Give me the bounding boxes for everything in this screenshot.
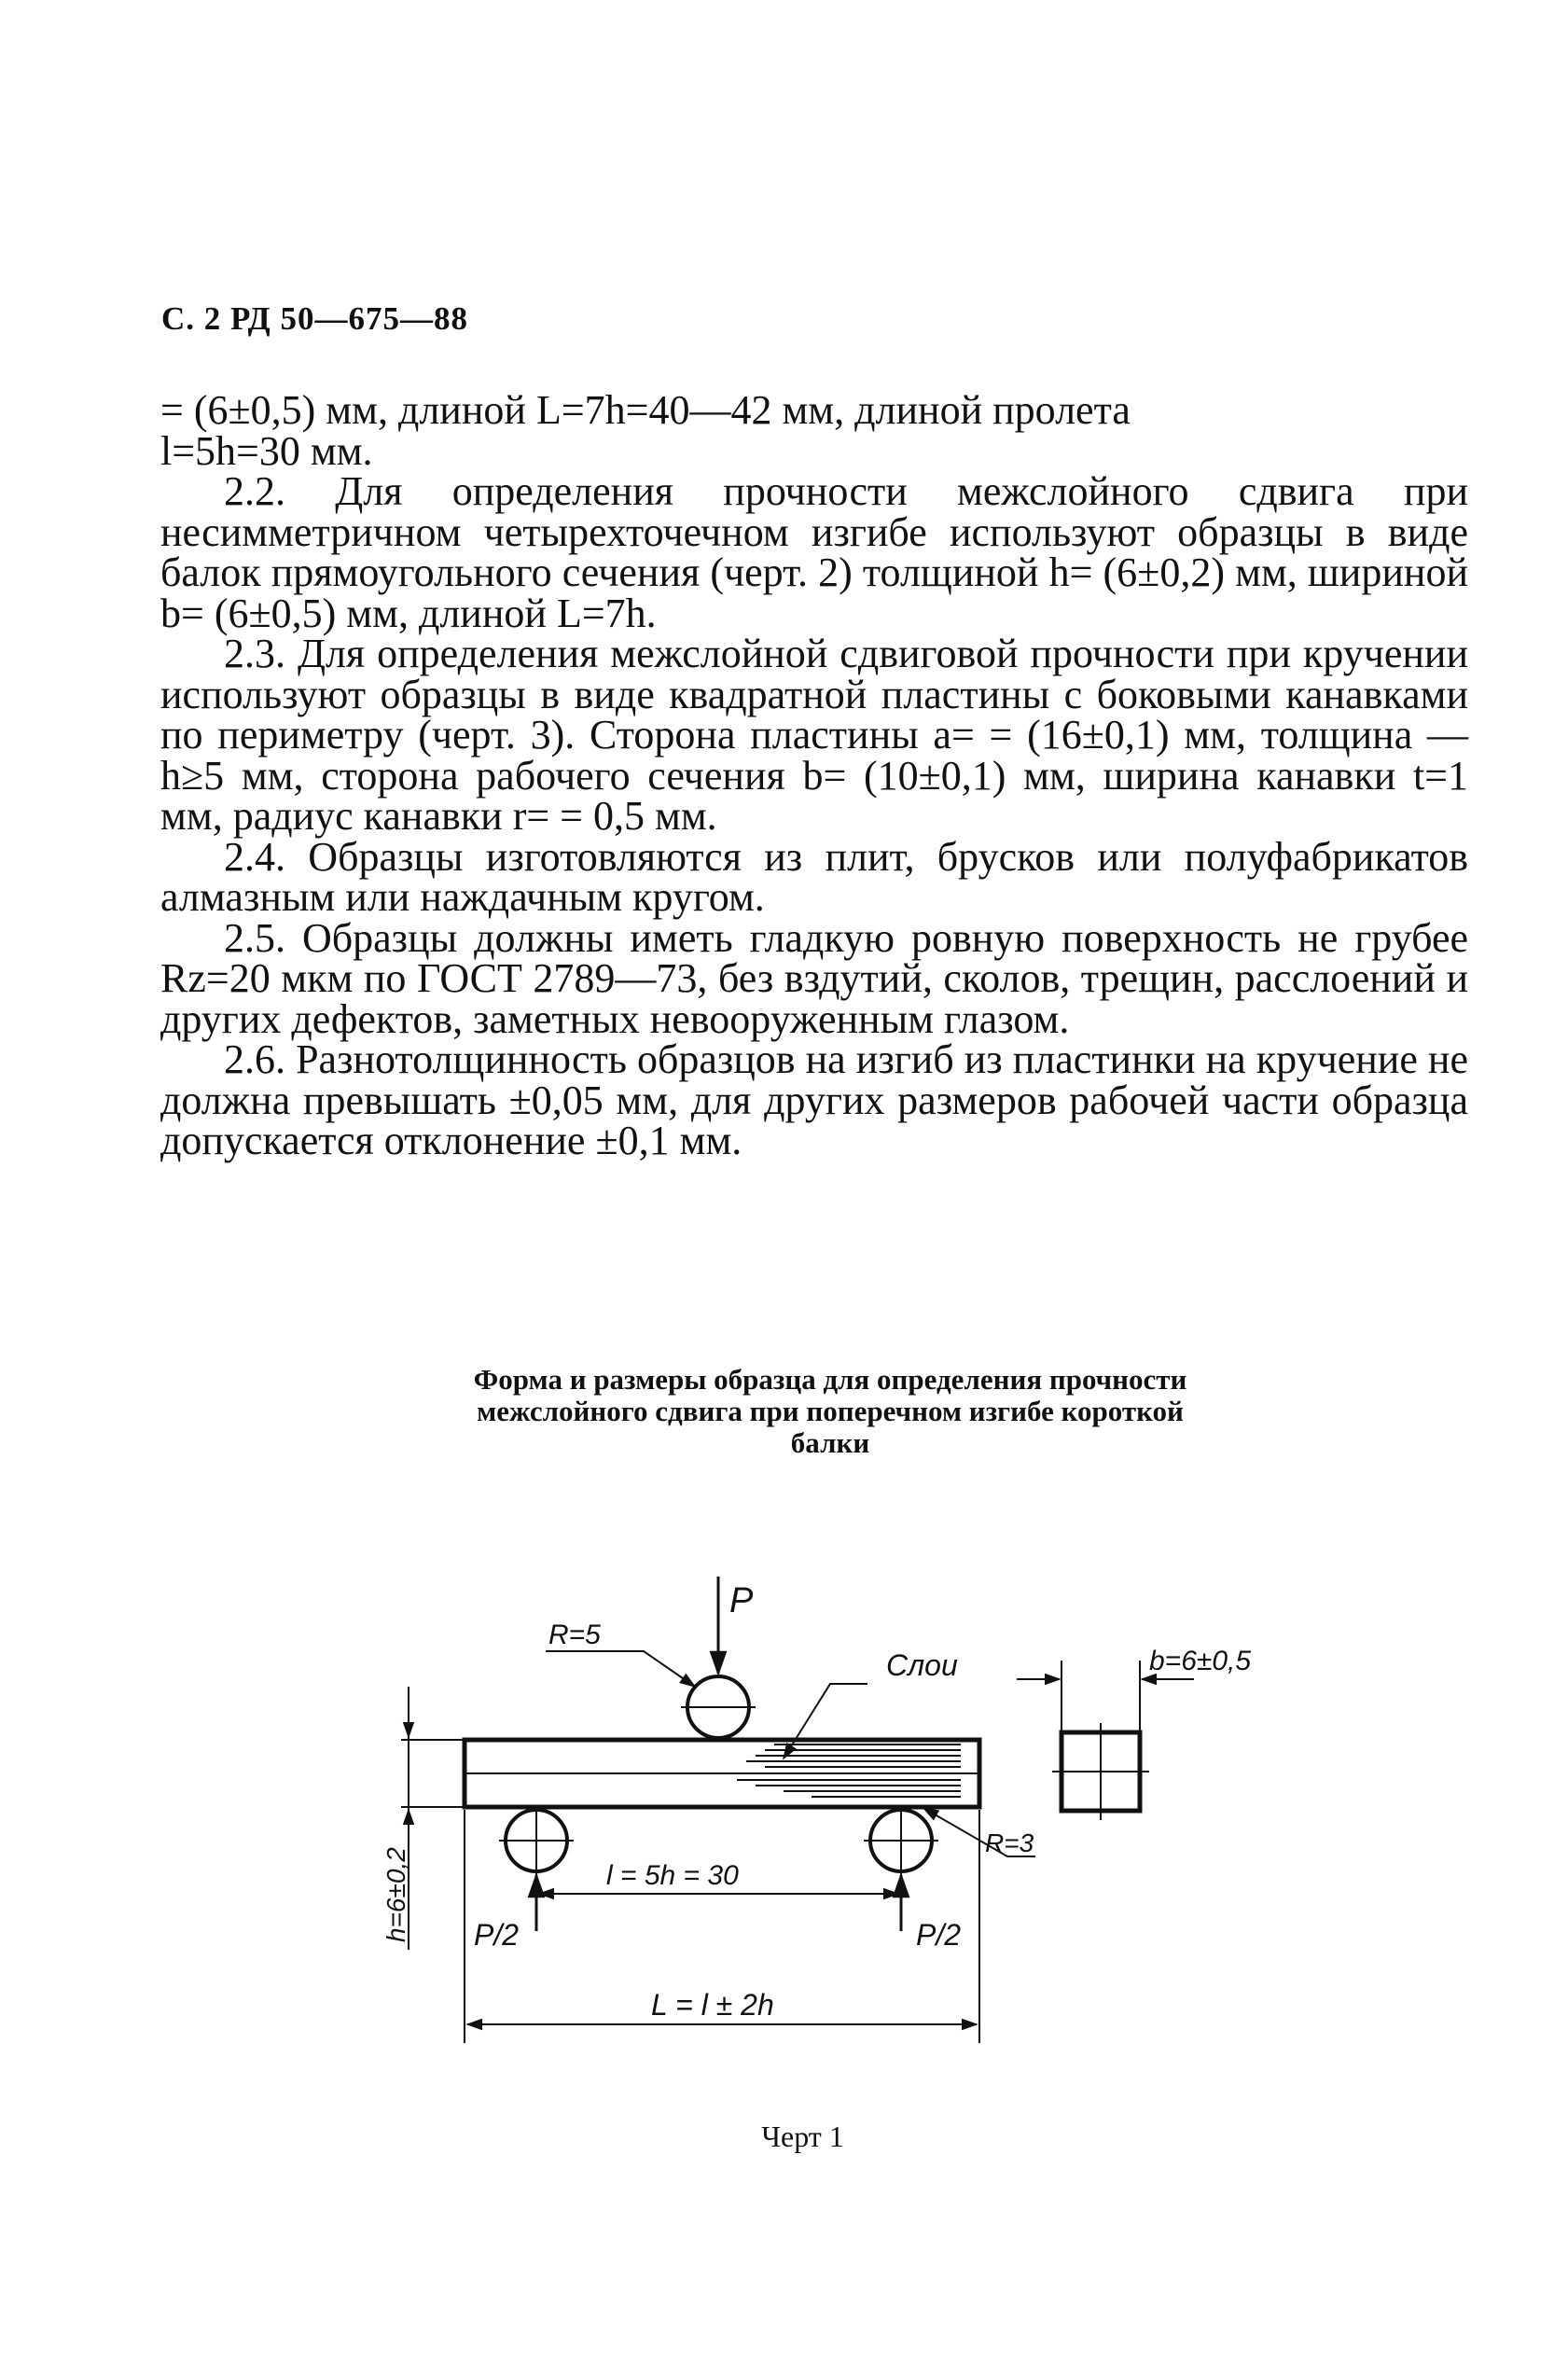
paragraph-2-3: 2.3. Для определения межслойной сдвиговой прочности при кручении используют образцы в виде квадратной пластины с боковыми канавками по периметру (черт. 3). Сторона пластины a= = (16±0,1) мм, толщина — h≥5 мм, сторона рабочего сечения b= (10±0,1) мм, ширина канавки t=1 мм, радиус канавки r= = 0,5 мм. bbox=[160, 631, 1468, 839]
paragraph-continuation-line-1: = (6±0,5) мм, длиной L=7h=40—42 мм, длиной пролета bbox=[160, 387, 1131, 433]
label-height: h=6±0,2 bbox=[382, 1847, 410, 1942]
leader-layers bbox=[784, 1684, 867, 1758]
layer-hatching bbox=[737, 1745, 961, 1797]
label-reaction-right: P/2 bbox=[916, 1918, 962, 1952]
figure-caption-line-2: межслойного сдвига при поперечном изгибе короткой bbox=[477, 1395, 1184, 1427]
label-load: P bbox=[729, 1581, 754, 1620]
label-width: b=6±0,5 bbox=[1149, 1646, 1252, 1676]
figure-caption bbox=[317, 1364, 1343, 1459]
figure-caption-line-1: Форма и размеры образца для определения прочности bbox=[473, 1363, 1187, 1396]
label-layers: Слои bbox=[886, 1648, 958, 1682]
label-radius-top: R=5 bbox=[548, 1619, 601, 1650]
paragraph-2-4: 2.4. Образцы изготовляются из плит, брусков или полуфабрикатов алмазным или наждачным кругом. bbox=[160, 833, 1468, 920]
leader-r5 bbox=[546, 1651, 695, 1687]
paragraph-continuation-line-2: l=5h=30 мм. bbox=[160, 427, 373, 474]
label-length: L = l ± 2h bbox=[651, 1988, 774, 2022]
figure-caption-line-3: балки bbox=[790, 1426, 870, 1459]
figure-number: Черт 1 bbox=[761, 2120, 844, 2153]
label-span: l = 5h = 30 bbox=[606, 1860, 739, 1891]
label-reaction-left: P/2 bbox=[474, 1918, 520, 1952]
label-radius-support: R=3 bbox=[985, 1828, 1034, 1857]
paragraph-2-6: 2.6. Разнотолщинность образцов на изгиб из пластинки на кручение не должна превышать ±0,05 мм, для других размеров рабочей части образца допускается отклонение ±0,1 мм. bbox=[160, 1036, 1468, 1163]
specimen-drawing bbox=[373, 1577, 1306, 2080]
page-header: С. 2 РД 50—675—88 bbox=[161, 300, 468, 337]
body-text bbox=[160, 387, 1468, 1163]
paragraph-2-5: 2.5. Образцы должны иметь гладкую ровную поверхность не грубее Rz=20 мкм по ГОСТ 2789—73, без вздутий, сколов, трещин, расслоений и других дефектов, заметных невооруженным глазом. bbox=[160, 914, 1468, 1042]
paragraph-2-2: 2.2. Для определения прочности межслойного сдвига при несимметричном четырехточечном изгибе используют образцы в виде балок прямоугольного сечения (черт. 2) толщиной h= (6±0,2) мм, шириной b= (6±0,5) мм, длиной L=7h. bbox=[160, 468, 1468, 636]
